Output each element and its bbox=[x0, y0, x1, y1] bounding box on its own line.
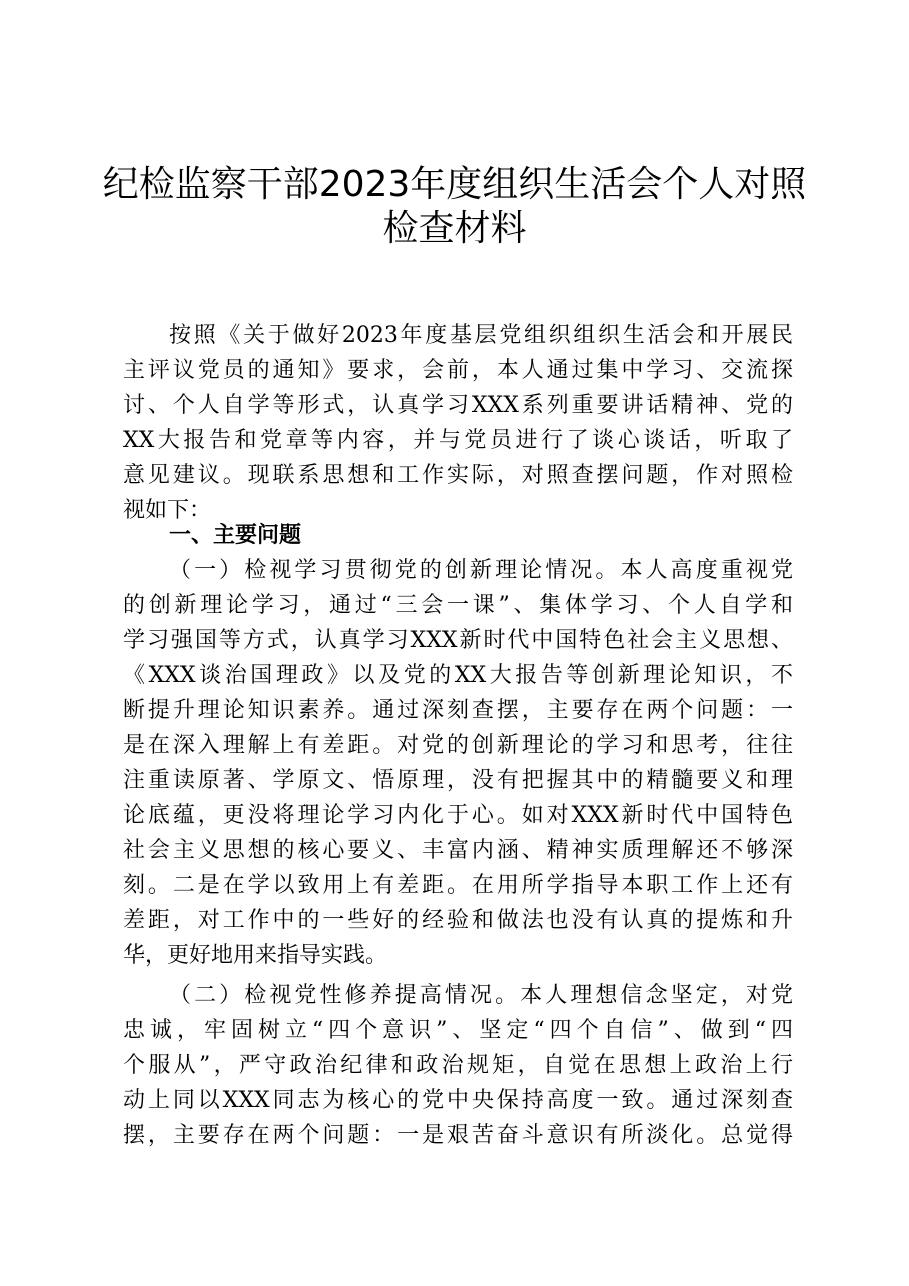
body-line: 忠诚，牢固树立“四个意识”、坚定“四个自信”、做到“四 bbox=[123, 1018, 793, 1043]
body-line: 注重读原著、学原文、悟原理，没有把握其中的精髓要义和理 bbox=[123, 768, 793, 793]
body-line: 是在深入理解上有差距。对党的创新理论的学习和思考，往往 bbox=[123, 733, 793, 758]
body-line: 差距，对工作中的一些好的经验和做法也没有认真的提炼和升 bbox=[123, 908, 793, 933]
body-line: （二）检视党性修养提高情况。本人理想信念坚定，对党 bbox=[169, 983, 793, 1008]
body-line: 断提升理论知识素养。通过深刻查摆，主要存在两个问题：一 bbox=[123, 698, 793, 723]
section-heading: 一、主要问题 bbox=[169, 523, 302, 548]
body-line: 主评议党员的通知》要求，会前，本人通过集中学习、交流探 bbox=[123, 358, 793, 383]
body-line: 意见建议。现联系思想和工作实际，对照查摆问题，作对照检 bbox=[123, 463, 793, 488]
document-title-line-1: 纪检监察干部2023年度组织生活会个人对照 bbox=[102, 164, 807, 205]
body-line: 的创新理论学习，通过“三会一课”、集体学习、个人自学和 bbox=[123, 593, 793, 618]
body-line: 学习强国等方式，认真学习XXX新时代中国特色社会主义思想、 bbox=[123, 628, 793, 653]
body-line: 刻。二是在学以致用上有差距。在用所学指导本职工作上还有 bbox=[123, 873, 793, 898]
body-line: 动上同以XXX同志为核心的党中央保持高度一致。通过深刻查 bbox=[123, 1088, 793, 1113]
body-line: 华，更好地用来指导实践。 bbox=[123, 943, 388, 968]
body-line: 按照《关于做好2023年度基层党组织组织生活会和开展民 bbox=[169, 323, 793, 348]
body-line: 个服从”，严守政治纪律和政治规矩，自觉在思想上政治上行 bbox=[123, 1053, 793, 1078]
body-line: 社会主义思想的核心要义、丰富内涵、精神实质理解还不够深 bbox=[123, 838, 793, 863]
body-line: 《XXX谈治国理政》以及党的XX大报告等创新理论知识，不 bbox=[123, 663, 793, 688]
body-line: 论底蕴，更没将理论学习内化于心。如对XXX新时代中国特色 bbox=[123, 803, 793, 828]
body-line: （一）检视学习贯彻党的创新理论情况。本人高度重视党 bbox=[169, 558, 793, 583]
document-title-line-2: 检查材料 bbox=[382, 208, 527, 249]
body-line: 讨、个人自学等形式，认真学习XXX系列重要讲话精神、党的 bbox=[123, 393, 793, 418]
body-line: 视如下： bbox=[123, 498, 212, 523]
body-line: XX大报告和党章等内容，并与党员进行了谈心谈话，听取了 bbox=[123, 428, 793, 453]
body-line: 摆，主要存在两个问题：一是艰苦奋斗意识有所淡化。总觉得 bbox=[123, 1123, 793, 1148]
